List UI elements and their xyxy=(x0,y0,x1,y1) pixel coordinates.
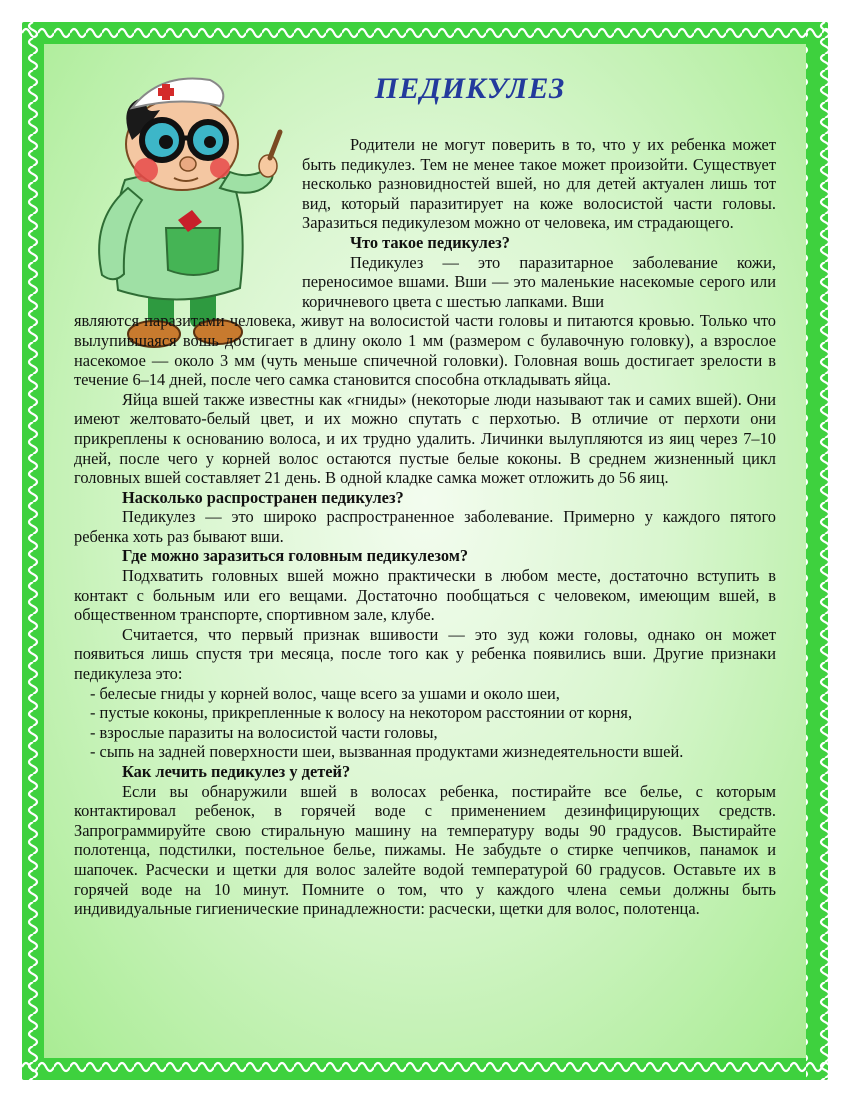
heading-spread: Насколько распространен педикулез? xyxy=(122,487,404,507)
heading-where: Где можно заразиться головным педикулезом? xyxy=(122,546,469,566)
heading-treatment: Как лечить педикулез у детей? xyxy=(122,762,351,781)
list-item: - белесые гниды у корней волос, чаще всего за ушами и около шеи, xyxy=(90,683,560,703)
spread-paragraph: Педикулез — это широко распространенное заболевание. Примерно у каждого пятого ребенка хоть раз бывают вши. xyxy=(74,507,776,546)
symptoms-paragraph: Считается, что первый признак вшивости — это зуд кожи головы, однако он может появиться лишь спустя три месяца, после того как у ребенка появились вши. Другие признаки педикулеза это: xyxy=(74,624,776,684)
list-item: - пустые коконы, прикрепленные к волосу на некотором расстоянии от корня, xyxy=(90,703,633,723)
intro-paragraph: Родители не могут поверить в то, что у их ребенка может быть педикулез. Тем не менее такое может произойти. Существует несколько разновидностей вшей, но для детей актуален лишь тот вид, который паразитирует на коже волосистой части головы. Заразиться педикулезом можно от человека, им страдающего. xyxy=(302,135,776,233)
article-body xyxy=(74,135,776,919)
where-paragraph: Подхватить головных вшей можно практически в любом месте, достаточно вступить в контакт с больным или его вещами. Достаточно пообщаться с человеком, имеющим вшей, в общественном транспорте, спортивном зале, клубе. xyxy=(74,566,776,625)
heading-what-is: Что такое педикулез? xyxy=(350,232,510,252)
list-item: - сыпь на задней поверхности шеи, вызванная продуктами жизнедеятельности вшей. xyxy=(90,742,684,762)
treatment-paragraph: Если вы обнаружили вшей в волосах ребенка, постирайте все белье, с которым контактировал ребенок, в горячей воде с применением дезинфицирующих средств. Запрограммируйте свою стиральную машину на температуру воды 90 градусов. Выстирайте полотенца, подстилки, постельное белье, пижамы. Не забудьте о стирке чепчиков, панамок и шапочек. Расчески и щетки для волос залейте водой температурой 60 градусов. Оставьте их в горячей воде на 10 минут. Помните о том, что у каждого члена семьи должны быть индивидуальные гигиенические принадлежности: расчески, щетки для волос, полотенца. xyxy=(74,781,776,919)
list-item: - взрослые паразиты на волосистой части головы, xyxy=(90,722,438,742)
what-paragraph-top: Педикулез — это паразитарное заболевание кожи, переносимое вшами. Вши — это маленькие насекомые серого или коричневого цвета с шестью лапками. Вши xyxy=(302,252,776,311)
what-paragraph-rest: являются паразитами человека, живут на волосистой части головы и питаются кровью. Только что вылупившаяся вошь достигает в длину около 1 мм (размером с булавочную головку), а взрослое насекомое — около 3 мм (чуть меньше спичечной головки). Головная вошь достигает зрелости в течение 6–14 дней, после чего самка становится способна откладывать яйца. xyxy=(74,311,776,390)
eggs-paragraph: Яйца вшей также известны как «гниды» (некоторые люди называют так и самих вшей). Они имеют желтовато-белый цвет, и их можно спутать с перхотью. В отличие от перхоти они прикреплены к основанию волоса, и их трудно удалить. Личинки вылупляются из яиц через 7–10 дней, после чего у корней волос остаются пустые белые коконы. В среднем жизненный цикл головных вшей составляет 21 день. В одной кладке самка может отложить до 56 яиц. xyxy=(74,389,776,488)
page-title: ПЕДИКУЛЕЗ xyxy=(374,72,566,105)
